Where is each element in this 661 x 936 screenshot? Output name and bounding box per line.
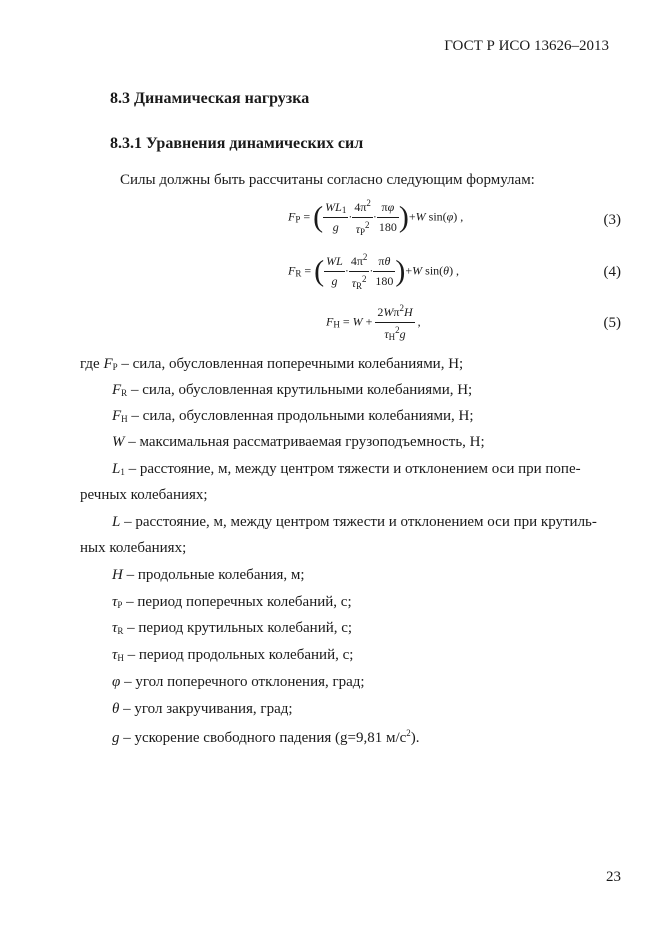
def-row: $\tau_H$ – период продольных колебаний, с; <box>112 647 354 663</box>
equation-5: $F_H = W$ + $\frac{2W\pi^2H}{\tau_H^2g}$ , <box>326 303 421 342</box>
def-row: L – расстояние, м, между центром тяжести и отклонением оси при крутиль- <box>112 514 597 530</box>
def-row: W – максимальная рассматриваемая грузоподъемность, Н; <box>112 434 485 450</box>
def-row: φ – угол поперечного отклонения, град; <box>112 674 365 690</box>
def-row: $L_1$ – расстояние, м, между центром тяжести и отклонением оси при попе- <box>112 461 581 477</box>
intro-paragraph: Силы должны быть рассчитаны согласно следующим формулам: <box>120 172 535 188</box>
def-row: $\tau_R$ – период крутильных колебаний, с; <box>112 620 353 636</box>
subsection-heading: 8.3.1 Уравнения динамических сил <box>110 135 364 152</box>
equation-5-number: (5) <box>603 315 621 331</box>
def-row: где $F_P$ – сила, обусловленная поперечными колебаниями, Н; <box>80 356 464 372</box>
def-row: H – продольные колебания, м; <box>112 567 305 583</box>
equation-3-number: (3) <box>603 212 621 228</box>
section-heading: 8.3 Динамическая нагрузка <box>110 90 310 107</box>
def-row: θ – угол закручивания, град; <box>112 701 293 717</box>
def-continuation: ных колебаниях; <box>80 540 187 556</box>
def-row: $F_H$ – сила, обусловленная продольными колебаниями, Н; <box>112 408 474 424</box>
def-continuation: речных колебаниях; <box>80 487 208 503</box>
equation-3: $F_P$ = ( $\frac{WL_1}{g}$ · $\frac{4\pi^2}{\tau_P^2}$ · $\frac{\pi\varphi}{180}$ )+W sin(φ) , <box>288 198 464 237</box>
def-row: g – ускорение свободного падения (g=9,81 $м/с^2$). <box>112 728 420 746</box>
document-header: ГОСТ Р ИСО 13626–2013 <box>444 38 609 54</box>
equation-4-number: (4) <box>603 264 621 280</box>
def-row: $F_R$ – сила, обусловленная крутильными колебаниями, Н; <box>112 382 473 398</box>
equation-4: $F_R$ = ( $\frac{WL}{g}$ · $\frac{4\pi^2}{\tau_R^2}$ · $\frac{\pi\theta}{180}$ )+W sin(θ) , <box>288 252 460 291</box>
page-number: 23 <box>606 869 621 885</box>
def-row: $\tau_P$ – период поперечных колебаний, с; <box>112 594 352 610</box>
